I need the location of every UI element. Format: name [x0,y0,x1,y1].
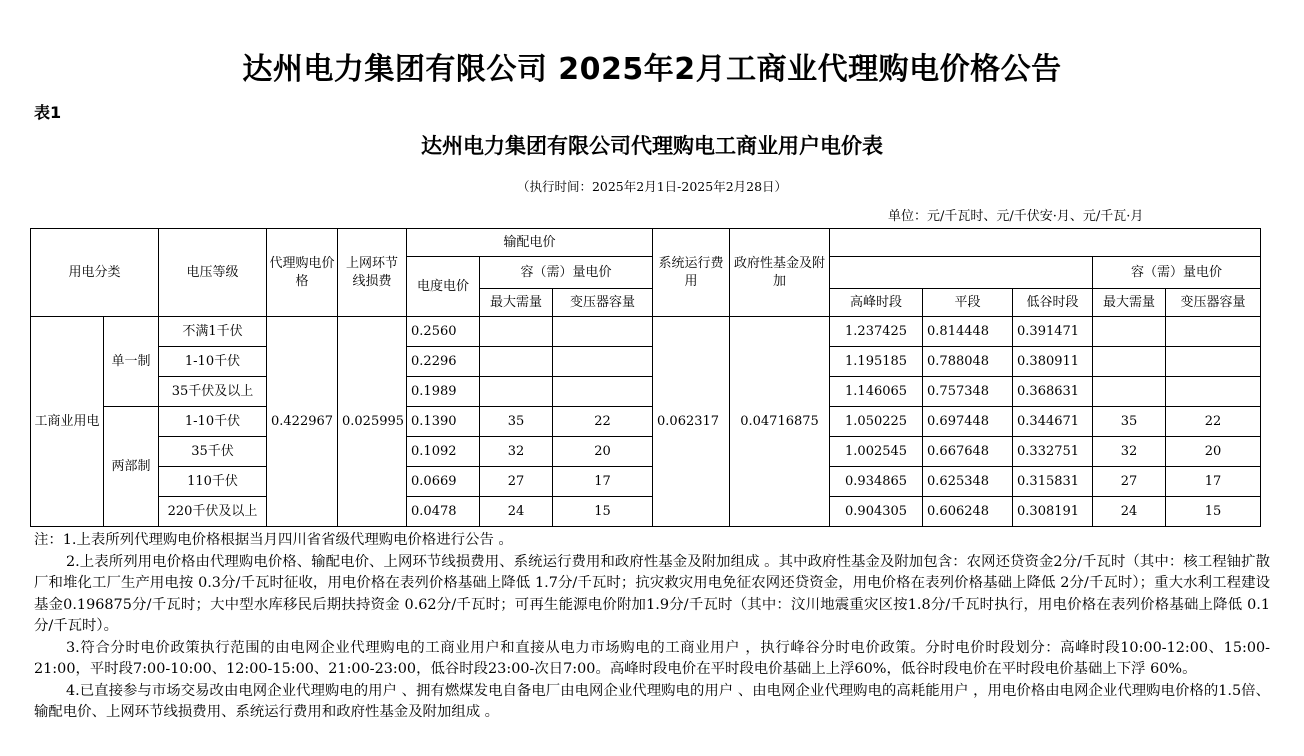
flat-cell: 0.625348 [923,467,1013,497]
max-demand-cell: 32 [480,437,553,467]
header-valley: 低谷时段 [1013,289,1093,317]
header-gov-fund: 政府性基金及附加 [730,229,830,317]
transformer-cell: 20 [553,437,653,467]
header-voltage: 电压等级 [159,229,267,317]
price-table [30,228,1261,527]
note-2: 2.上表所列用电价格由代理购电价格、输配电价、上网环节线损费用、系统运行费用和政府性基金及附加组成 。其中政府性基金及附加包含：农网还贷资金2分/千瓦时（其中：核工程铀扩散厂和堆化工厂生产用电按 0.3分/千瓦时征收，用电价格在表列价格基础上降低 1.7分/千瓦时；抗灾救灾用电免征农网还贷资金，用电价格在表列价格基础上降低 2分/千瓦时）；重大水利工程建设基金0.196875分/千瓦时；大中型水库移民后期扶持资金 0.62分/千瓦时；可再生能源电价附加1.9分/千瓦时（其中：汶川地震重灾区按1.8分/千瓦时执行，用电价格在表列价格基础上降低 0.1分/千瓦时）。 [34,553,1270,634]
note-3: 3.符合分时电价政策执行范围的由电网企业代理购电的工商业用户和直接从电力市场购电的工商业用户 ，执行峰谷分时电价政策。分时电价时段划分：高峰时段10:00-12:00、15:00-21:00，平时段7:00-10:00、12:00-15:00、21:00-23:00，低谷时段23:00-次日7:00。高峰时段电价在平时段电价基础上上浮60%，低谷时段电价在平时段电价基础上下浮 60%。 [34,639,1270,677]
flat-cell: 0.814448 [923,317,1013,347]
header-flat: 平段 [923,289,1013,317]
header-max-demand-right: 最大需量 [1093,289,1166,317]
transformer-right-cell [1166,317,1261,347]
transformer-right-cell: 22 [1166,407,1261,437]
note-4: 4.已直接参与市场交易改由电网企业代理购电的用户 、拥有燃煤发电自备电厂由电网企业代理购电的用户 、由电网企业代理购电的高耗能用户 ，用电价格由电网企业代理购电价格的1.5倍、输配电价、上网环节线损费用、系统运行费用和政府性基金及附加组成 。 [34,682,1270,720]
max-demand-cell [480,317,553,347]
peak-cell: 1.195185 [830,347,923,377]
unit-note: 单位：元/千瓦时、元/千伏安·月、元/千瓦·月 [888,209,1144,224]
transformer-right-cell: 15 [1166,497,1261,527]
max-demand-cell: 35 [480,407,553,437]
transformer-right-cell: 20 [1166,437,1261,467]
energy-price-cell: 0.1390 [407,407,480,437]
valley-cell: 0.391471 [1013,317,1093,347]
header-max-demand: 最大需量 [480,289,553,317]
max-demand-right-cell [1093,377,1166,407]
voltage-cell: 不满1千伏 [159,317,267,347]
max-demand-right-cell: 24 [1093,497,1166,527]
transformer-cell [553,377,653,407]
header-energy-price: 电度电价 [407,257,480,317]
transformer-right-cell: 17 [1166,467,1261,497]
transformer-cell: 22 [553,407,653,437]
energy-price-cell: 0.1092 [407,437,480,467]
max-demand-right-cell: 27 [1093,467,1166,497]
header-capacity-price: 容（需）量电价 [480,257,653,289]
energy-price-cell: 0.2296 [407,347,480,377]
flat-cell: 0.757348 [923,377,1013,407]
header-transformer: 变压器容量 [553,289,653,317]
header-peak: 高峰时段 [830,289,923,317]
table-label: 表1 [34,103,62,122]
table-row [31,347,1261,377]
voltage-cell: 1-10千伏 [159,407,267,437]
max-demand-cell [480,377,553,407]
page-title: 达州电力集团有限公司 2025年2月工商业代理购电价格公告 [242,52,1062,87]
transformer-cell: 15 [553,497,653,527]
peak-cell: 0.934865 [830,467,923,497]
transformer-right-cell [1166,377,1261,407]
flat-cell: 0.667648 [923,437,1013,467]
execution-period: （执行时间：2025年2月1日-2025年2月28日） [516,179,788,194]
table-row [31,407,1261,437]
transformer-cell: 17 [553,467,653,497]
valley-cell: 0.332751 [1013,437,1093,467]
valley-cell: 0.344671 [1013,407,1093,437]
peak-cell: 1.146065 [830,377,923,407]
voltage-cell: 220千伏及以上 [159,497,267,527]
voltage-cell: 1-10千伏 [159,347,267,377]
max-demand-cell: 27 [480,467,553,497]
valley-cell: 0.380911 [1013,347,1093,377]
valley-cell: 0.368631 [1013,377,1093,407]
voltage-cell: 35千伏 [159,437,267,467]
table-row [31,497,1261,527]
transformer-right-cell [1166,347,1261,377]
flat-cell: 0.788048 [923,347,1013,377]
notes-section [34,530,1270,724]
category-cell: 工商业用电 [31,317,104,527]
group-single: 单一制 [104,317,159,407]
energy-price-cell: 0.0478 [407,497,480,527]
flat-cell: 0.606248 [923,497,1013,527]
flat-cell: 0.697448 [923,407,1013,437]
line-loss-cell: 0.025995 [338,317,407,527]
header-category: 用电分类 [31,229,159,317]
header-transformer-right: 变压器容量 [1166,289,1261,317]
gov-fund-cell: 0.04716875 [730,317,830,527]
table-row [31,377,1261,407]
energy-price-cell: 0.2560 [407,317,480,347]
valley-cell: 0.308191 [1013,497,1093,527]
energy-price-cell: 0.0669 [407,467,480,497]
header-proxy-price: 代理购电价格 [267,229,338,317]
table-row [31,467,1261,497]
header-transmission: 输配电价 [407,229,653,257]
peak-cell: 0.904305 [830,497,923,527]
proxy-price-cell: 0.422967 [267,317,338,527]
table-subtitle: 达州电力集团有限公司代理购电工商业用户电价表 [421,133,883,158]
max-demand-right-cell [1093,317,1166,347]
peak-cell: 1.050225 [830,407,923,437]
system-fee-cell: 0.062317 [653,317,730,527]
max-demand-right-cell [1093,347,1166,377]
header-blank-2 [830,257,1093,289]
header-capacity-price-right: 容（需）量电价 [1093,257,1261,289]
group-dual: 两部制 [104,407,159,527]
voltage-cell: 35千伏及以上 [159,377,267,407]
table-row [31,437,1261,467]
header-line-loss: 上网环节线损费 [338,229,407,317]
header-system-fee: 系统运行费用 [653,229,730,317]
table-row [31,317,1261,347]
peak-cell: 1.237425 [830,317,923,347]
transformer-cell [553,347,653,377]
max-demand-right-cell: 32 [1093,437,1166,467]
voltage-cell: 110千伏 [159,467,267,497]
energy-price-cell: 0.1989 [407,377,480,407]
valley-cell: 0.315831 [1013,467,1093,497]
header-blank [830,229,1261,257]
note-1: 注：1.上表所列代理购电价格根据当月四川省省级代理购电价格进行公告 。 [34,532,513,548]
max-demand-right-cell: 35 [1093,407,1166,437]
max-demand-cell [480,347,553,377]
peak-cell: 1.002545 [830,437,923,467]
max-demand-cell: 24 [480,497,553,527]
transformer-cell [553,317,653,347]
